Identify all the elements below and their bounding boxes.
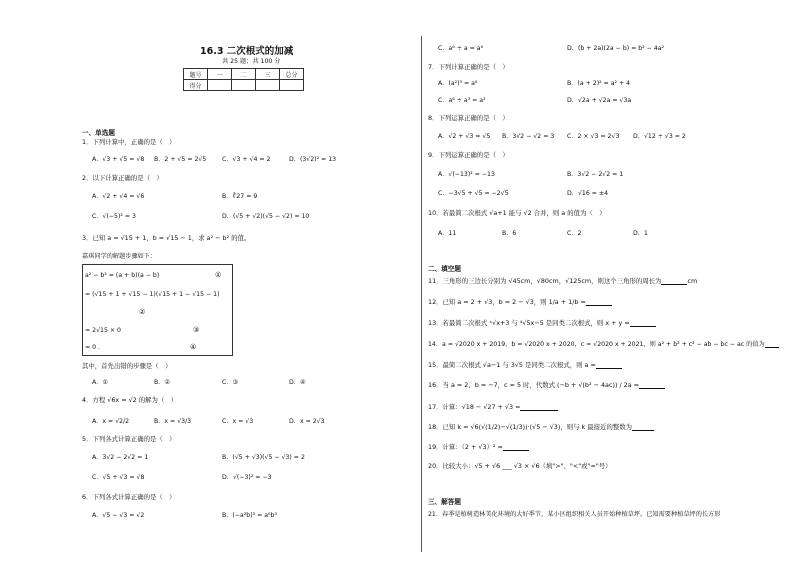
answer-blank[interactable] [503, 444, 529, 451]
score-header: 三 [256, 69, 280, 80]
option: C．③ [222, 379, 239, 386]
question-7: 7．下列计算正确的是（ ） [428, 63, 509, 71]
question-8: 8．下列运算正确的是（ ） [428, 114, 509, 122]
option: A．√2 + √3 = √5 [438, 133, 491, 140]
score-header: 二 [232, 69, 256, 80]
question-13-text: 13．若最简二次根式 ˣ√x+3 与 ⁴√5x−5 是同类二次根式，则 x + y = [428, 319, 630, 327]
option: D．(√5 + √2)(√5 − √2) = 10 [222, 213, 310, 220]
option: A．√3 + √5 = √8 [92, 156, 145, 163]
question-3: 3．已知 a = √15 + 1，b = √15 − 1，求 a² − b² 的值。 [82, 234, 251, 242]
option: B．(a + 2)² = a² + 4 [567, 80, 631, 87]
option: B．(√5 + √3)(√5 − √3) = 2 [222, 454, 305, 461]
answer-blank[interactable] [596, 362, 622, 369]
answer-blank[interactable] [639, 382, 665, 389]
question-12 [428, 299, 612, 306]
option: B．(−a²b)³ = a⁶b³ [222, 512, 277, 519]
question-18 [428, 424, 654, 431]
question-17-text: 17．计算：√18 − √27 + √3 = [428, 403, 521, 411]
option: A．11 [438, 230, 457, 237]
score-table [183, 68, 304, 91]
option: B．3√2 − √2 = 3 [502, 133, 555, 140]
option: B．∛27 = 9 [222, 193, 258, 200]
option: B．x = √3/3 [154, 418, 192, 425]
option: C．√5 + √3 = √8 [92, 474, 145, 481]
option: B．2 + √5 = 2√5 [154, 156, 207, 163]
question-1: 1．下列计算中，正确的是（ ） [82, 138, 176, 146]
option: B．3√2 − 2√2 = 1 [567, 171, 624, 178]
question-6: 6．下列各式计算正确的是（ ） [82, 493, 176, 501]
page-title: 16.3 二次根式的加减 [200, 46, 294, 57]
option: D．x = 2√3 [289, 418, 325, 425]
option: A．3√2 − 2√2 = 1 [92, 454, 149, 461]
question-21: 21．春季是植树造林美化环境的大好季节，某小区组织相关人员开始种植草坪。已知需要种植草坪的长方形 [428, 511, 721, 518]
question-10: 10．若最简二次根式 √a+1 能与 √2 合并，则 a 的值为（ ） [428, 209, 606, 217]
question-15 [428, 362, 622, 369]
question-11 [428, 278, 697, 285]
option: A．√5 − √3 = √2 [92, 512, 145, 519]
step-marker: ① [215, 271, 222, 279]
option: D．1 [633, 230, 648, 237]
option: B．6 [502, 230, 517, 237]
option: D．√2a + √2a = √3a [567, 97, 632, 104]
question-14-text: 14．a = √2020 x + 2019，b = √2020 x + 2020，c = √2020 x + 2021，则 a² + b² + c² − ab − bc − ac 的值为 [428, 341, 765, 348]
question-4: 4．方程 √6x = √2 的解为（ ） [82, 396, 178, 404]
question-9: 9．下列运算正确的是（ ） [428, 151, 509, 159]
question-19-text: 19．计算：（2 + √3）² = [428, 443, 503, 451]
step-marker: ③ [193, 326, 200, 334]
option: A．(a²)³ = a⁶ [438, 80, 478, 87]
question-16-text: 16．当 a = 2，b = −7，c = 5 时，代数式 (−b + √(b² − 4ac)) / 2a = [428, 381, 640, 389]
option: C．√3 + √4 = 2 [222, 156, 271, 163]
option: C．√(−5)² = 3 [92, 213, 136, 220]
option: C．2 [567, 230, 582, 237]
option: A．① [92, 379, 108, 386]
column-divider [421, 36, 422, 552]
question-13 [428, 320, 656, 327]
option: C．x = √3 [222, 418, 254, 425]
option: B．② [154, 379, 170, 386]
option: A．x = √2/2 [92, 418, 130, 425]
question-3-note: 嘉琪同学的解题步骤如下： [82, 253, 157, 260]
question-3-ask: 其中，首先出错的步骤是（ ） [82, 362, 172, 370]
question-14 [428, 341, 779, 348]
question-16 [428, 382, 665, 389]
question-5: 5．下列各式计算正确的是（ ） [82, 435, 176, 443]
answer-blank[interactable] [632, 424, 654, 431]
option: D．√16 = ±4 [567, 190, 609, 197]
answer-blank[interactable] [520, 404, 558, 411]
step-marker: ④ [190, 343, 197, 351]
score-header: 一 [208, 69, 232, 80]
question-11-text: 11．三角形的三边长分别为 √45cm，√80cm，√125cm，则这个三角形的周长为 [428, 277, 662, 285]
option: C．−3√5 + √5 = −2√5 [438, 190, 509, 197]
option: D．(b + 2a)(2a − b) = b² − 4a² [567, 45, 665, 52]
option: C．a⁶ ÷ a = a⁶ [438, 45, 484, 52]
score-header: 总分 [280, 69, 304, 80]
question-12-text: 12．已知 a = 2 + √3，b = 2 − √3，则 1/a + 1/b = [428, 298, 586, 306]
answer-blank[interactable] [586, 299, 612, 306]
score-cell [208, 80, 232, 91]
question-20: 20．比较大小：√5 + √6 ___ √3 × √6（填">"、"<"或"="号） [428, 462, 612, 470]
answer-blank[interactable] [630, 320, 656, 327]
solution-line: = 0 . [85, 344, 101, 351]
section-heading: 一、单选题 [82, 129, 115, 137]
option: A．√2 + √4 = √6 [92, 193, 145, 200]
option: D．√(−3)² = −3 [222, 474, 272, 481]
score-header: 题号 [184, 69, 208, 80]
option: D．√12 ÷ √3 = 2 [633, 133, 686, 140]
score-row-label: 得分 [184, 80, 208, 91]
question-15-text: 15．最简二次根式 √a−1 与 3√5 是同类二次根式，则 a = [428, 361, 596, 369]
score-cell [256, 80, 280, 91]
option: D．④ [289, 379, 306, 386]
option: D．(3√2)² = 13 [289, 156, 337, 163]
solution-line: = (√15 + 1 + √15 − 1)(√15 + 1 − √15 − 1) [85, 291, 220, 298]
section-heading: 三、解答题 [428, 498, 461, 506]
score-cell [232, 80, 256, 91]
question-18-text: 18．已知 k = √6(√(1/2)−√(1/3))·(√5 − √3)，则与 k 最接近的整数为 [428, 423, 633, 431]
question-17 [428, 404, 558, 411]
step-marker: ② [139, 308, 146, 316]
option: A．√(−13)² = −13 [438, 171, 495, 178]
option: C．2 × √3 = 2√3 [567, 133, 620, 140]
solution-line: = 2√15 × 0 [85, 327, 121, 334]
solution-line: a² − b² = (a + b)(a − b) [85, 272, 160, 279]
section-heading: 二、填空题 [428, 265, 461, 273]
question-2: 2．以下计算正确的是（ ） [82, 174, 163, 182]
answer-blank[interactable] [765, 341, 779, 348]
option: C．a⁶ ÷ a³ = a² [438, 97, 486, 104]
answer-blank[interactable] [661, 278, 687, 285]
unit-label: cm [687, 277, 698, 285]
question-19 [428, 444, 529, 451]
page-subtitle: 共 25 题；共 100 分 [222, 58, 281, 65]
score-cell [280, 80, 304, 91]
